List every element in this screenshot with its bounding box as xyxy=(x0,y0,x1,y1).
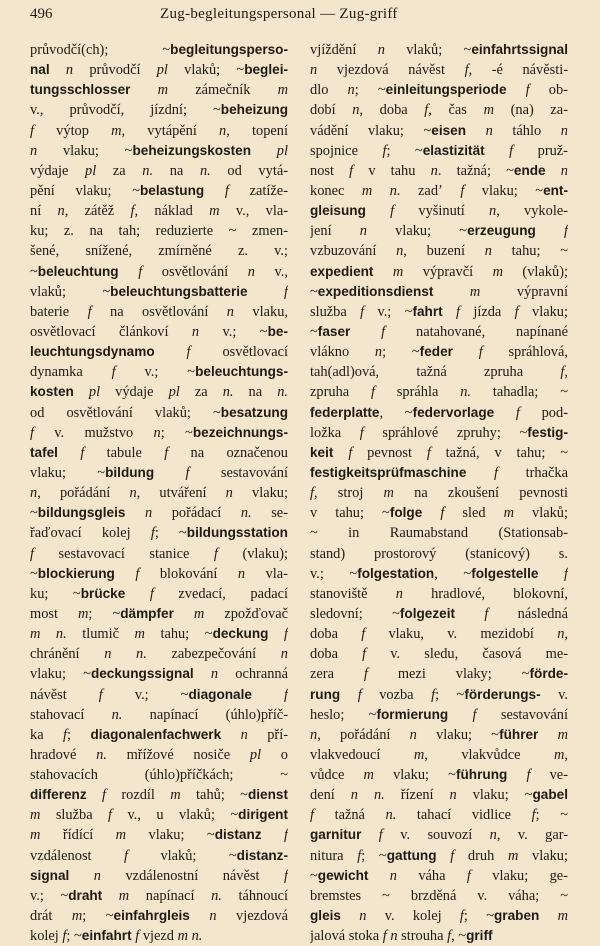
entry-line: f tažná n. tahací vidlice f; ~ xyxy=(310,807,568,824)
page-header xyxy=(30,6,570,28)
entry-line: ~expeditionsdienst m výpravní xyxy=(310,283,568,300)
entry-line: sledovní; ~folgezeit f následná xyxy=(310,605,568,622)
entry-line: služba f v.; ~fahrt f jízda f vlaku; xyxy=(310,303,568,320)
entry-line: differenz f rozdíl m tahů; ~dienst xyxy=(30,787,288,804)
entry-line: ~faser f natahované, napínané xyxy=(310,323,568,340)
entry-line: f sestavovací stanice f (vlaku); xyxy=(30,545,288,562)
entry-line: gleisung f vyšinutí n, vykole- xyxy=(310,203,568,220)
entry-line: stanoviště n hradlové, blokovní, xyxy=(310,585,568,602)
entry-line: spojnice f; ~elastizität f pruž- xyxy=(310,142,568,159)
entry-line: vlaku; ~bildung f sestavování xyxy=(30,464,288,481)
entry-line: ložka f spráhlové zpruhy; ~festig- xyxy=(310,424,568,441)
entry-line: výdaje pl za n. na n. od vytá- xyxy=(30,162,288,179)
entry-line: n vjezdová návěst f, -é návěsti- xyxy=(310,62,568,79)
running-title: Zug-begleitungspersonal — Zug-griff xyxy=(160,6,398,22)
entry-line: vzdálenost f vlaků; ~distanz- xyxy=(30,847,288,864)
entry-line: dobí n, doba f, čas m (na) za- xyxy=(310,102,568,119)
entry-line: doba f v. sledu, časová me- xyxy=(310,646,568,663)
entry-line: rung f vozba f; ~förderungs- v. xyxy=(310,686,568,703)
entry-line: kosten pl výdaje pl za n. na n. xyxy=(30,384,288,401)
entry-line: konec m n. zadʼ f vlaku; ~ent- xyxy=(310,182,568,199)
entry-line: stand) prostorový (stanicový) s. xyxy=(310,545,568,562)
entry-line: vůdce m vlaku; ~führung f ve- xyxy=(310,767,568,784)
entry-line: dení n n. řízení n vlaku; ~gabel xyxy=(310,787,568,804)
entry-line: stahovacích (úhlo)příčkách; ~ xyxy=(30,767,288,784)
entry-line: dlo n; ~einleitungsperiode f ob- xyxy=(310,82,568,99)
entry-line: f výtop m, vytápění n, topení xyxy=(30,122,288,139)
entry-line: tah(adl)ová, tažná zpruha f, xyxy=(310,364,568,381)
entry-line: ku; z. na tah; reduzierte ~ zmen- xyxy=(30,223,288,240)
entry-line: festigkeitsprüfmaschine f trhačka xyxy=(310,464,568,481)
entry-line: v.; ~folgestation, ~folgestelle f xyxy=(310,565,568,582)
entry-line: kolej f; ~einfahrt f vjezd m n. xyxy=(30,928,203,945)
entry-line: průvodčí(ch); ~begleitungsperso- xyxy=(30,42,288,58)
entry-line: od osvětlování vlaků; ~besatzung xyxy=(30,404,288,421)
entry-line: m n. tlumič m tahu; ~deckung f xyxy=(30,626,288,643)
entry-line: jení n vlaku; ~erzeugung f xyxy=(310,223,568,240)
entry-line: hradové n. mřížové nosiče pl o xyxy=(30,746,288,763)
entry-line: dynamka f v.; ~beleuchtungs- xyxy=(30,364,288,381)
entry-line: doba f vlaku, v. mezidobí n, xyxy=(310,626,568,643)
entry-line: ~bildungsgleis n pořádací n. se- xyxy=(30,505,288,522)
entry-line: v tahu; ~folge f sled m vlaků; xyxy=(310,505,568,522)
entry-line: vlakvedoucí m, vlakvůdce m, xyxy=(310,746,568,763)
entry-line: f, stroj m na zkoušení pevnosti xyxy=(310,485,568,502)
entry-line: garnitur f v. souvozí n, v. gar- xyxy=(310,827,568,844)
entry-line: vlákno n; ~feder f spráhlová, xyxy=(310,344,568,361)
entry-line: vádění vlaku; ~eisen n táhlo n xyxy=(310,122,568,139)
entry-line: jalová stoka f n strouha f, ~griff xyxy=(310,928,493,945)
entry-line: řaďovací kolej f; ~bildungsstation xyxy=(30,525,288,542)
entry-line: most m; ~dämpfer m zpožďovač xyxy=(30,605,288,622)
entry-line: nitura f; ~gattung f druh m vlaku; xyxy=(310,847,568,864)
entry-line: drát m; ~einfahrgleis n vjezdová xyxy=(30,908,288,925)
entry-line: keit f pevnost f tažná, v tahu; ~ xyxy=(310,444,568,461)
entry-line: ~beleuchtung f osvětlování n v., xyxy=(30,263,288,280)
entry-line: chránění n n. zabezpečování n xyxy=(30,646,288,663)
entry-line: v., průvodčí, jízdní; ~beheizung xyxy=(30,102,288,119)
entry-line: zpruha f spráhla n. tahadla; ~ xyxy=(310,384,568,401)
page-number: 496 xyxy=(30,6,53,22)
entry-line: n, pořádání n vlaku; ~führer m xyxy=(310,726,568,743)
entry-line: vjíždění n vlaků; ~einfahrtssignal xyxy=(310,42,568,58)
entry-line: m řídící m vlaku; ~distanz f xyxy=(30,827,288,844)
entry-line: baterie f na osvětlování n vlaku, xyxy=(30,303,288,320)
entry-line: f v. mužstvo n; ~bezeichnungs- xyxy=(30,424,288,441)
entry-line: ~blockierung f blokování n vla- xyxy=(30,565,288,582)
entry-line: zera f mezi vlaky; ~förde- xyxy=(310,666,568,683)
entry-line: ka f; diagonalenfachwerk n pří- xyxy=(30,726,288,743)
entry-line: vlaku; ~deckungssignal n ochranná xyxy=(30,666,288,683)
entry-line: ~gewicht n váha f vlaku; ge- xyxy=(310,867,568,884)
entry-line: návěst f v.; ~diagonale f xyxy=(30,686,288,703)
entry-line: m služba f v., u vlaků; ~dirigent xyxy=(30,807,288,824)
entry-line: gleis n v. kolej f; ~graben m xyxy=(310,908,568,925)
entry-line: n, pořádání n, utváření n vlaku; xyxy=(30,485,288,502)
entry-line: osvětlovací článkoví n v.; ~be- xyxy=(30,323,288,340)
entry-line: nost f v tahu n. tažná; ~ende n xyxy=(310,162,568,179)
entry-line: ní n, zátěž f, náklad m v., vla- xyxy=(30,203,288,220)
entry-line: šené, snížené, zmírněné z. v.; xyxy=(30,243,288,260)
entry-line: pění vlaku; ~belastung f zatíže- xyxy=(30,182,288,199)
entry-line: stahovací n. napínací (úhlo)příč- xyxy=(30,706,288,723)
entry-line: ~ in Raumabstand (Stationsab- xyxy=(310,525,568,542)
entry-line: v.; ~draht m napínací n. táhnoucí xyxy=(30,887,288,904)
entry-line: tungsschlosser m zámečník m xyxy=(30,82,288,99)
entry-line: federplatte, ~federvorlage f pod- xyxy=(310,404,568,421)
entry-line: vzbuzování n, buzení n tahu; ~ xyxy=(310,243,568,260)
entry-line: tafel f tabule f na označenou xyxy=(30,444,288,461)
entry-line: vlaků; ~beleuchtungsbatterie f xyxy=(30,283,288,300)
left-column xyxy=(30,40,288,946)
entry-line: leuchtungsdynamo f osvětlovací xyxy=(30,344,288,361)
entry-line: expedient m výpravčí m (vlaků); xyxy=(310,263,568,280)
entry-line: ku; ~brücke f zvedací, padací xyxy=(30,585,288,602)
entry-line: heslo; ~formierung f sestavování xyxy=(310,706,568,723)
right-column xyxy=(310,40,568,946)
entry-line: n vlaku; ~beheizungskosten pl xyxy=(30,142,288,159)
entry-line: bremstes ~ brzděná v. váha; ~ xyxy=(310,887,568,904)
entry-line: nal n průvodčí pl vlaků; ~beglei- xyxy=(30,62,288,79)
entry-line: signal n vzdálenostní návěst f xyxy=(30,867,288,884)
